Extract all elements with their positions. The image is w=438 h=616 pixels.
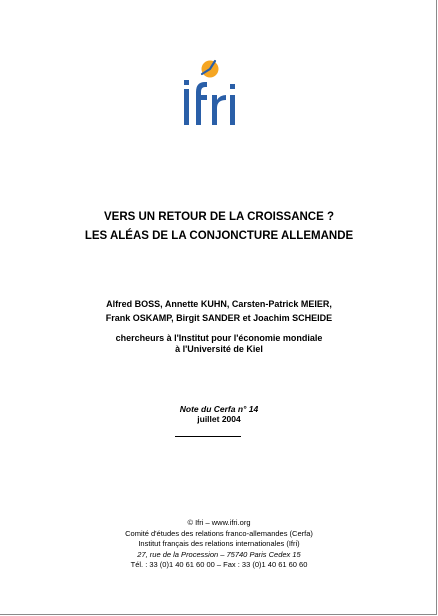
footer-copyright: © Ifri – www.ifri.org	[187, 518, 251, 527]
title-line-1: VERS UN RETOUR DE LA CROISSANCE ?	[103, 211, 335, 223]
logo-letter-r	[212, 95, 226, 125]
footer-committee: Comité d'études des relations franco-allemandes (Cerfa)	[125, 528, 313, 538]
logo-text: ifri	[209, 131, 211, 132]
logo-letter-i2	[230, 95, 235, 125]
footer-institute: Institut français des relations internationales (Ifri)	[138, 539, 300, 548]
logo-letter-i2-dot	[230, 84, 235, 89]
title-line-2: LES ALÉAS DE LA CONJONCTURE ALLEMANDE	[84, 230, 354, 242]
logo-letter-i	[184, 89, 189, 125]
authors-line-1: Alfred BOSS, Annette KUHN, Carsten-Patrick MEIER,	[106, 299, 332, 309]
affiliation	[0, 333, 438, 355]
logo-letter-f	[196, 82, 207, 125]
authors-line-2: Frank OSKAMP, Birgit SANDER et Joachim SCHEIDE	[105, 313, 333, 323]
authors	[0, 297, 438, 325]
separator-rule	[175, 436, 241, 437]
document-title	[0, 208, 438, 246]
note-block	[0, 404, 438, 424]
logo-letter-i-dot	[184, 80, 189, 85]
publisher-footer	[0, 518, 438, 571]
note-date: juillet 2004	[197, 414, 241, 424]
footer-address: 27, rue de la Procession – 75740 Paris Cedex 15	[137, 549, 301, 559]
note-series: Note du Cerfa n° 14	[179, 404, 259, 414]
affiliation-line-1: chercheurs à l'Institut pour l'économie mondiale	[115, 333, 323, 343]
footer-phone-fax: Tél. : 33 (0)1 40 61 60 00 – Fax : 33 (0)1 40 61 60 60	[130, 560, 308, 569]
ifri-logo	[180, 52, 240, 132]
affiliation-line-2: à l'Université de Kiel	[175, 344, 263, 354]
